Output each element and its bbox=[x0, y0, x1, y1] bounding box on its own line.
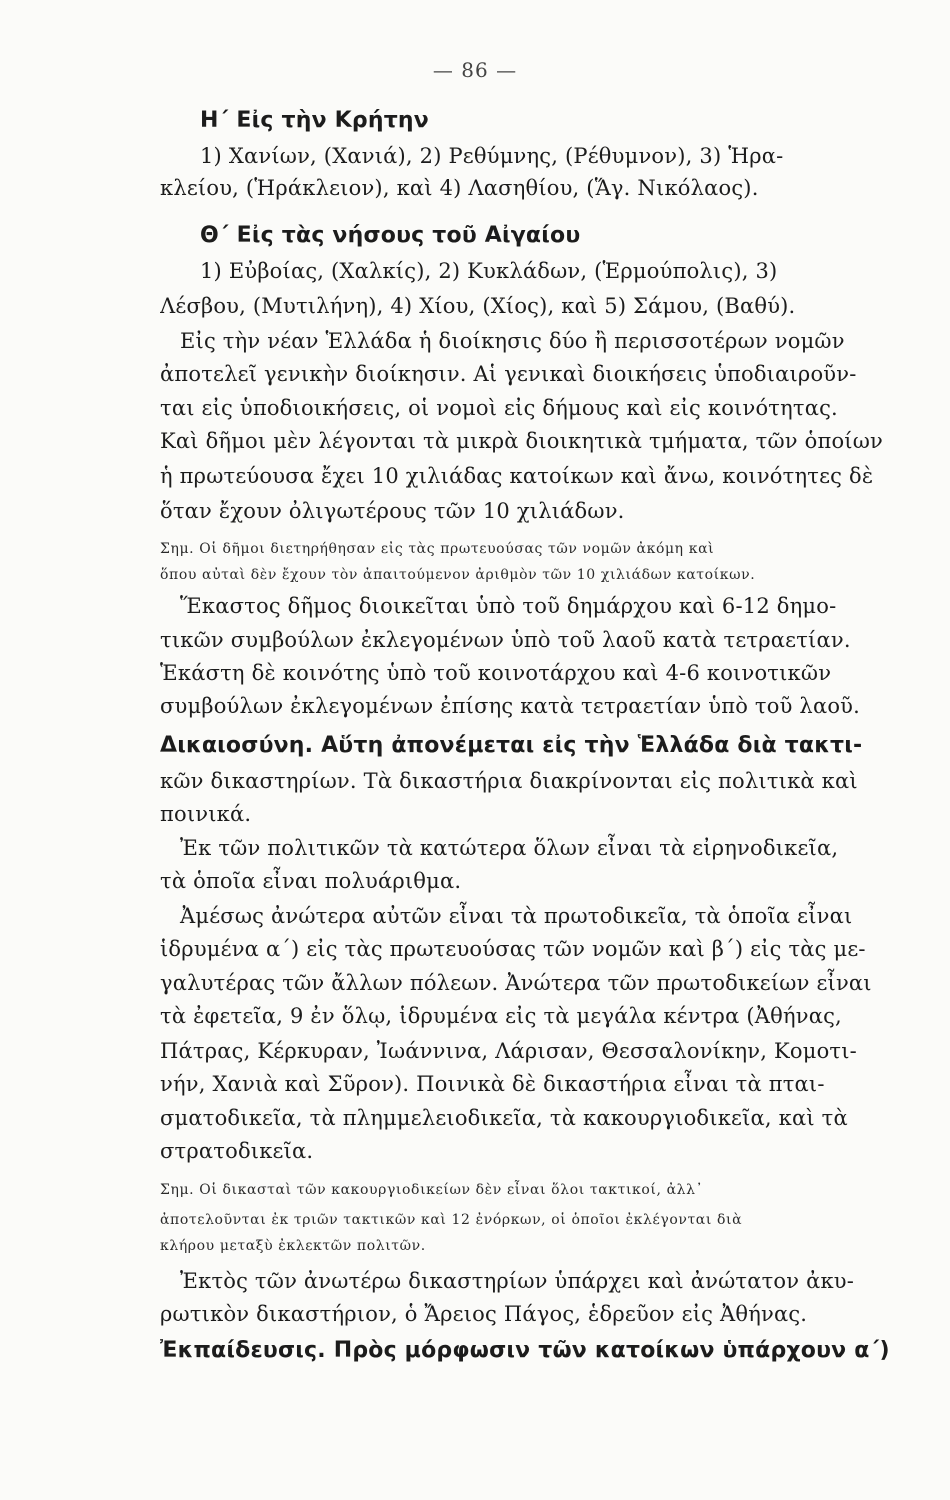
text-line: ἡ πρωτεύουσα ἔχει 10 χιλιάδας κατοίκων καὶ ἄνω, κοινότητες δὲ bbox=[160, 464, 874, 488]
text-line: σματοδικεῖα, τὰ πλημμελειοδικεῖα, τὰ κακουργιοδικεῖα, καὶ τὰ bbox=[160, 1106, 848, 1130]
text-line: Ἀμέσως ἀνώτερα αὐτῶν εἶναι τὰ πρωτοδικεῖα, τὰ ὁποῖα εἶναι bbox=[180, 904, 853, 928]
text-line: Ἕκαστος δῆμος διοικεῖται ὑπὸ τοῦ δημάρχου καὶ 6-12 δημο- bbox=[180, 594, 837, 618]
text-line: Ἑκάστη δὲ κοινότης ὑπὸ τοῦ κοινοτάρχου καὶ 4-6 κοινοτικῶν bbox=[160, 661, 832, 685]
text-line: συμβούλων ἐκλεγομένων ἐπίσης κατὰ τετραετίαν ὑπὸ τοῦ λαοῦ. bbox=[160, 694, 861, 718]
section-heading: Η΄ Εἰς τὴν Κρήτην bbox=[200, 108, 429, 133]
text-line: 1) Χανίων, (Χανιά), 2) Ρεθύμνης, (Ρέθυμνον), 3) Ἡρα- bbox=[200, 144, 784, 168]
text-line: κλείου, (Ἡράκλειον), καὶ 4) Λασηθίου, (Ἅγ. Νικόλαος). bbox=[160, 176, 759, 200]
paragraph-heading: Δικαιοσύνη. Αὕτη ἀπονέμεται εἰς τὴν Ἑλλάδα διὰ τακτι- bbox=[160, 733, 863, 758]
text-line: Ἐκτὸς τῶν ἀνωτέρω δικαστηρίων ὑπάρχει καὶ ἀνώτατον ἀκυ- bbox=[180, 1269, 855, 1293]
text-line: ἀποτελεῖ γενικὴν διοίκησιν. Αἱ γενικαὶ διοικήσεις ὑποδιαιροῦν- bbox=[160, 362, 857, 386]
paragraph-heading: Ἐκπαίδευσις. Πρὸς μόρφωσιν τῶν κατοίκων ὑπάρχουν α΄) bbox=[160, 1338, 890, 1363]
footnote-line: κλήρου μεταξὺ ἐκλεκτῶν πολιτῶν. bbox=[160, 1238, 426, 1254]
text-line: Εἰς τὴν νέαν Ἑλλάδα ἡ διοίκησις δύο ἢ περισσοτέρων νομῶν bbox=[180, 329, 845, 353]
text-line: Πάτρας, Κέρκυραν, Ἰωάννινα, Λάρισαν, Θεσσαλονίκην, Κομοτι- bbox=[160, 1039, 857, 1063]
footnote-line: ἀποτελοῦνται ἐκ τριῶν τακτικῶν καὶ 12 ἐνόρκων, οἱ ὁποῖοι ἐκλέγονται διὰ bbox=[160, 1212, 743, 1228]
text-line: τικῶν συμβούλων ἐκλεγομένων ὑπὸ τοῦ λαοῦ κατὰ τετραετίαν. bbox=[160, 628, 851, 652]
section-heading: Θ΄ Εἰς τὰς νήσους τοῦ Αἰγαίου bbox=[200, 223, 581, 248]
text-line: Λέσβου, (Μυτιλήνη), 4) Χίου, (Χίος), καὶ 5) Σάμου, (Βαθύ). bbox=[160, 294, 796, 318]
text-line: Ἐκ τῶν πολιτικῶν τὰ κατώτερα ὅλων εἶναι τὰ εἰρηνοδικεῖα, bbox=[180, 836, 839, 860]
text-line: ρωτικὸν δικαστήριον, ὁ Ἄρειος Πάγος, ἑδρεῦον εἰς Ἀθήνας. bbox=[160, 1302, 808, 1326]
text-line: νήν, Χανιὰ καὶ Σῦρον). Ποινικὰ δὲ δικαστήρια εἶναι τὰ πται- bbox=[160, 1072, 825, 1096]
text-line: τὰ ἐφετεῖα, 9 ἐν ὅλῳ, ἱδρυμένα εἰς τὰ μεγάλα κέντρα (Ἀθήνας, bbox=[160, 1004, 842, 1028]
footnote-line: Σημ. Οἱ δικασταὶ τῶν κακουργιοδικείων δὲν εἶναι ὅλοι τακτικοί, ἀλλ᾽ bbox=[160, 1182, 704, 1198]
text-line: ὅταν ἔχουν ὀλιγωτέρους τῶν 10 χιλιάδων. bbox=[160, 499, 625, 523]
footnote-line: ὅπου αὐταὶ δὲν ἔχουν τὸν ἀπαιτούμενον ἀριθμὸν τῶν 10 χιλιάδων κατοίκων. bbox=[160, 567, 756, 583]
text-line: γαλυτέρας τῶν ἄλλων πόλεων. Ἀνώτερα τῶν πρωτοδικείων εἶναι bbox=[160, 971, 872, 995]
page-number: — 86 — bbox=[432, 58, 518, 82]
text-line: στρατοδικεῖα. bbox=[160, 1139, 314, 1163]
text-line: κῶν δικαστηρίων. Τὰ δικαστήρια διακρίνονται εἰς πολιτικὰ καὶ bbox=[160, 769, 858, 793]
text-line: τὰ ὁποῖα εἶναι πολυάριθμα. bbox=[160, 869, 462, 893]
text-line: 1) Εὐβοίας, (Χαλκίς), 2) Κυκλάδων, (Ἑρμούπολις), 3) bbox=[200, 259, 778, 283]
text-line: ποινικά. bbox=[160, 802, 252, 826]
footnote-line: Σημ. Οἱ δῆμοι διετηρήθησαν εἰς τὰς πρωτευούσας τῶν νομῶν ἀκόμη καὶ bbox=[160, 541, 715, 557]
text-line: ται εἰς ὑποδιοικήσεις, οἱ νομοὶ εἰς δήμους καὶ εἰς κοινότητας. bbox=[160, 396, 838, 420]
text-line: ἱδρυμένα α΄) εἰς τὰς πρωτευούσας τῶν νομῶν καὶ β΄) εἰς τὰς με- bbox=[160, 937, 866, 961]
text-line: Καὶ δῆμοι μὲν λέγονται τὰ μικρὰ διοικητικὰ τμήματα, τῶν ὁποίων bbox=[160, 429, 884, 453]
